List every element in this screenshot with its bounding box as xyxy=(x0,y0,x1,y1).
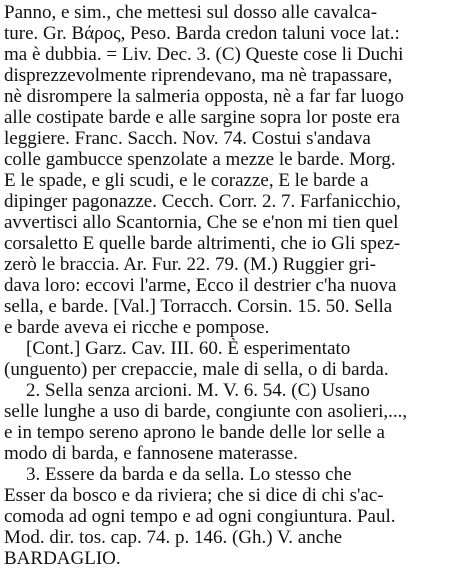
text-line-5: nè disrompere la salmeria opposta, nè a far far luogo xyxy=(4,86,404,107)
text-line-11: avvertisci allo Scantornia, Che se e'non mi tien quel xyxy=(4,212,399,233)
text-line-19: 2. Sella senza arcioni. M. V. 6. 54. (C) Usano xyxy=(26,380,370,401)
text-line-9: E le spade, e gli scudi, e le corazze, E le barde a xyxy=(4,170,369,191)
text-line-20: selle lunghe a uso di barde, congiunte con asolieri,..., xyxy=(4,401,408,422)
text-line-21: e in tempo sereno aprono le bande delle lor selle a xyxy=(4,422,385,443)
text-line-6: alle costipate barde e alle sargine sopra lor poste era xyxy=(4,107,400,128)
text-line-25: comoda ad ogni tempo e ad ogni congiuntura. Paul. xyxy=(4,506,396,527)
text-line-3: ma è dubbia. = Liv. Dec. 3. (C) Queste cose li Duchi xyxy=(4,44,404,65)
text-line-18: (unguento) per crepaccie, male di sella, o di barda. xyxy=(4,359,389,380)
text-line-24: Esser da bosco e da riviera; che si dice di chi s'ac- xyxy=(4,485,384,506)
text-line-27: BARDAGLIO. xyxy=(4,548,121,569)
text-line-22: modo di barda, e fannosene materasse. xyxy=(4,443,298,464)
text-line-16: e barde aveva ei ricche e pompose. xyxy=(4,317,270,338)
text-line-17: [Cont.] Garz. Cav. III. 60. È esperimentato xyxy=(26,338,351,359)
text-line-4: disprezzevolmente riprendevano, ma nè trapassare, xyxy=(4,65,393,86)
text-line-13: zerò le braccia. Ar. Fur. 22. 79. (M.) Ruggier gri- xyxy=(4,254,376,275)
text-line-23: 3. Essere da barda e da sella. Lo stesso che xyxy=(26,464,352,485)
text-line-14: dava loro: eccovi l'arme, Ecco il destrier c'ha nuova xyxy=(4,275,397,296)
text-line-26: Mod. dir. tos. cap. 74. p. 146. (Gh.) V. anche xyxy=(4,527,343,548)
text-line-8: colle gambucce spenzolate a mezze le barde. Morg. xyxy=(4,149,396,170)
text-line-12: corsaletto E quelle barde altrimenti, che io Gli spez- xyxy=(4,233,401,254)
text-line-1: Panno, e sim., che mettesi sul dosso alle cavalca- xyxy=(4,2,378,23)
text-line-15: sella, e barde. [Val.] Torracch. Corsin. 15. 50. Sella xyxy=(4,296,393,317)
text-line-10: dipinger pagonazze. Cecch. Corr. 2. 7. Farfanicchio, xyxy=(4,191,401,212)
text-line-2: ture. Gr. Βάρος, Peso. Barda credon taluni voce lat.: xyxy=(4,23,400,44)
text-line-7: leggiere. Franc. Sacch. Nov. 74. Costui s'andava xyxy=(4,128,371,149)
